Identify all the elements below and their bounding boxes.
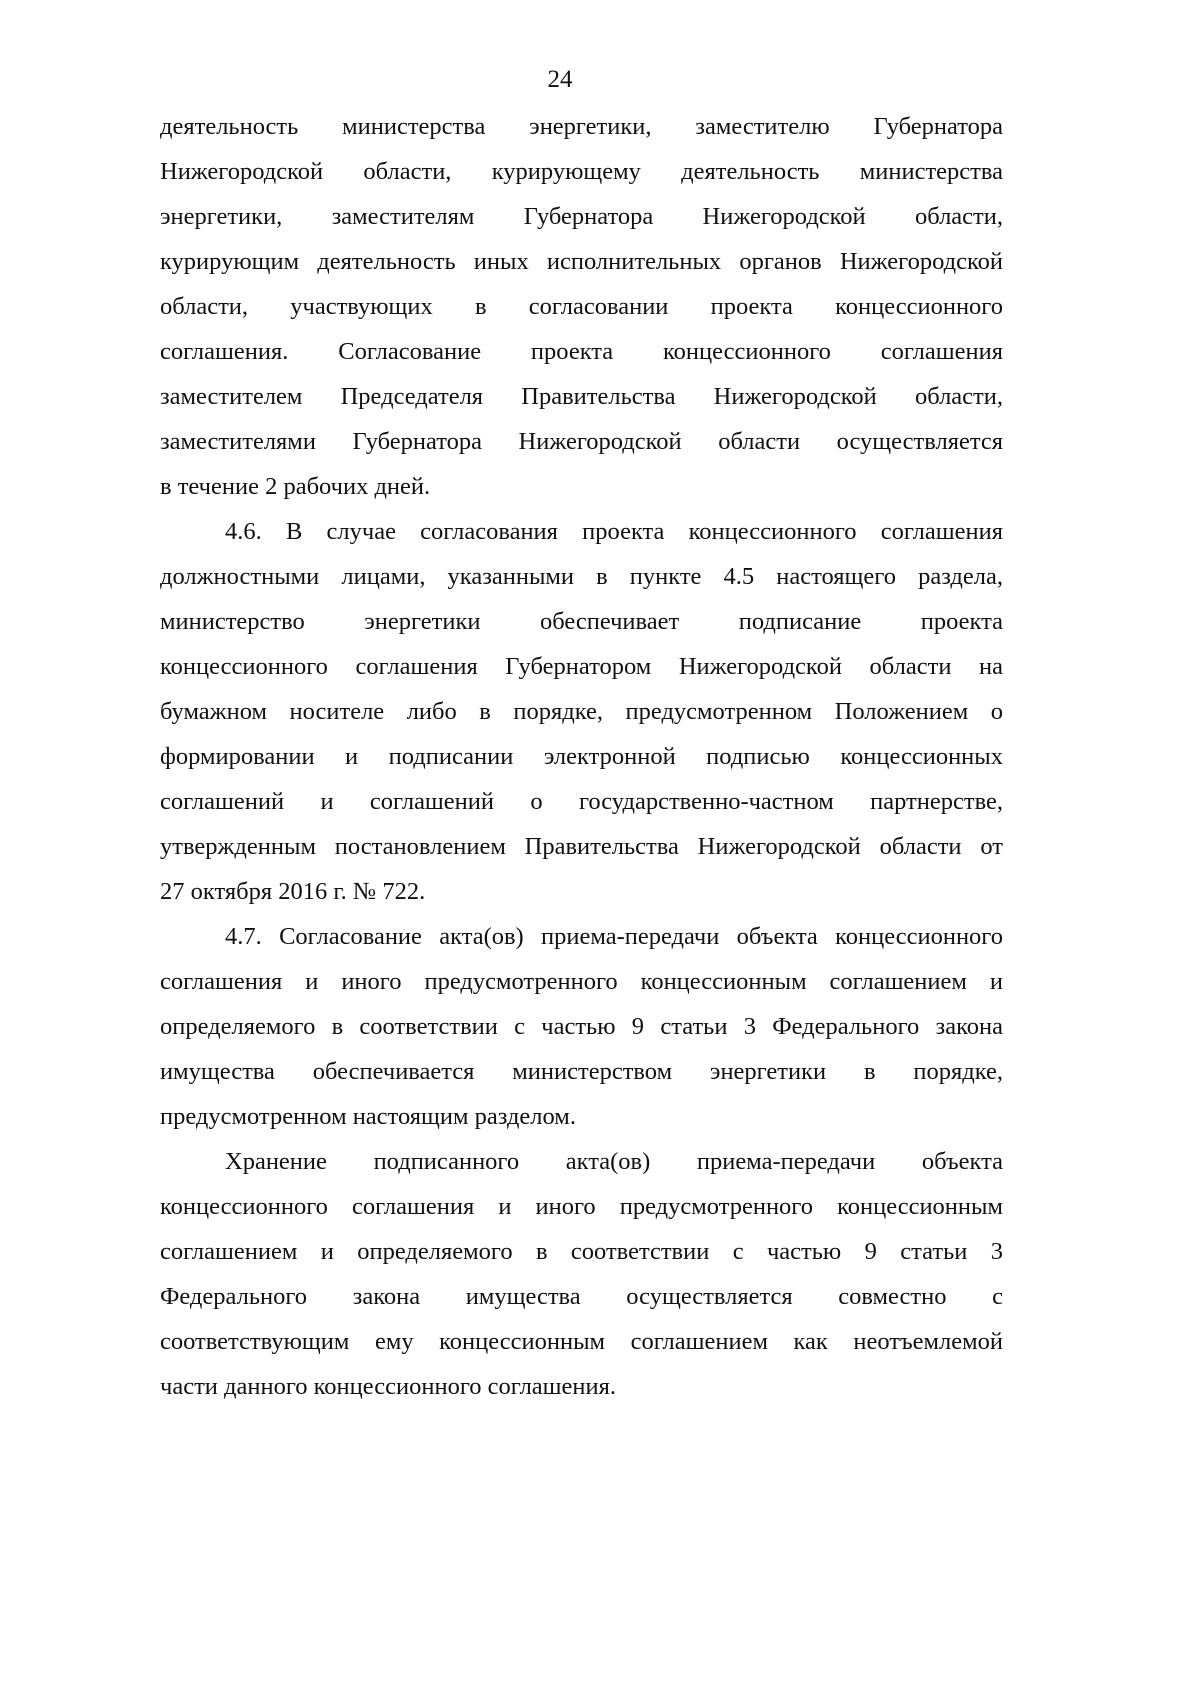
text-line: 4.7. Согласование акта(ов) приема-передачи объекта концессионного [225, 923, 1003, 950]
text-line: соглашения. Согласование проекта концессионного соглашения [160, 338, 1003, 365]
text-line: части данного концессионного соглашения. [160, 1373, 617, 1400]
text-line: соглашением и определяемого в соответствии с частью 9 статьи 3 [160, 1238, 1003, 1265]
paragraph [160, 509, 1003, 914]
paragraph [160, 914, 1003, 1139]
text-line: концессионного соглашения и иного предусмотренного концессионным [160, 1193, 1003, 1220]
text-line: 27 октября 2016 г. № 722. [160, 878, 426, 905]
text-line: утвержденным постановлением Правительства Нижегородской области от [160, 833, 1003, 860]
text-line: соответствующим ему концессионным соглашением как неотъемлемой [160, 1328, 1003, 1355]
text-line: министерство энергетики обеспечивает подписание проекта [160, 608, 1003, 635]
text-line: Нижегородской области, курирующему деятельность министерства [160, 158, 1003, 185]
text-line: формировании и подписании электронной подписью концессионных [160, 743, 1003, 770]
text-line: концессионного соглашения Губернатором Нижегородской области на [160, 653, 1003, 680]
text-line: соглашения и иного предусмотренного концессионным соглашением и [160, 968, 1003, 995]
text-line: Хранение подписанного акта(ов) приема-передачи объекта [225, 1148, 1003, 1175]
page-number: 24 [547, 66, 573, 93]
text-line: Федерального закона имущества осуществляется совместно с [160, 1283, 1003, 1310]
text-line: деятельность министерства энергетики, заместителю Губернатора [160, 113, 1003, 140]
text-line: соглашений и соглашений о государственно-частном партнерстве, [160, 788, 1003, 815]
text-line: предусмотренном настоящим разделом. [160, 1103, 576, 1130]
text-line: имущества обеспечивается министерством энергетики в порядке, [160, 1058, 1003, 1085]
text-line: бумажном носителе либо в порядке, предусмотренном Положением о [160, 698, 1003, 725]
text-line: в течение 2 рабочих дней. [160, 473, 431, 500]
text-line: определяемого в соответствии с частью 9 статьи 3 Федерального закона [160, 1013, 1003, 1040]
paragraph [160, 1139, 1003, 1409]
document-body [160, 104, 1003, 1409]
text-line: 4.6. В случае согласования проекта концессионного соглашения [225, 518, 1003, 545]
text-line: курирующим деятельность иных исполнительных органов Нижегородской [160, 248, 1003, 275]
text-line: заместителями Губернатора Нижегородской области осуществляется [160, 428, 1003, 455]
text-line: области, участвующих в согласовании проекта концессионного [160, 293, 1003, 320]
text-line: заместителем Председателя Правительства Нижегородской области, [160, 383, 1003, 410]
paragraph [160, 104, 1003, 509]
text-line: должностными лицами, указанными в пункте 4.5 настоящего раздела, [160, 563, 1003, 590]
text-line: энергетики, заместителям Губернатора Нижегородской области, [160, 203, 1003, 230]
